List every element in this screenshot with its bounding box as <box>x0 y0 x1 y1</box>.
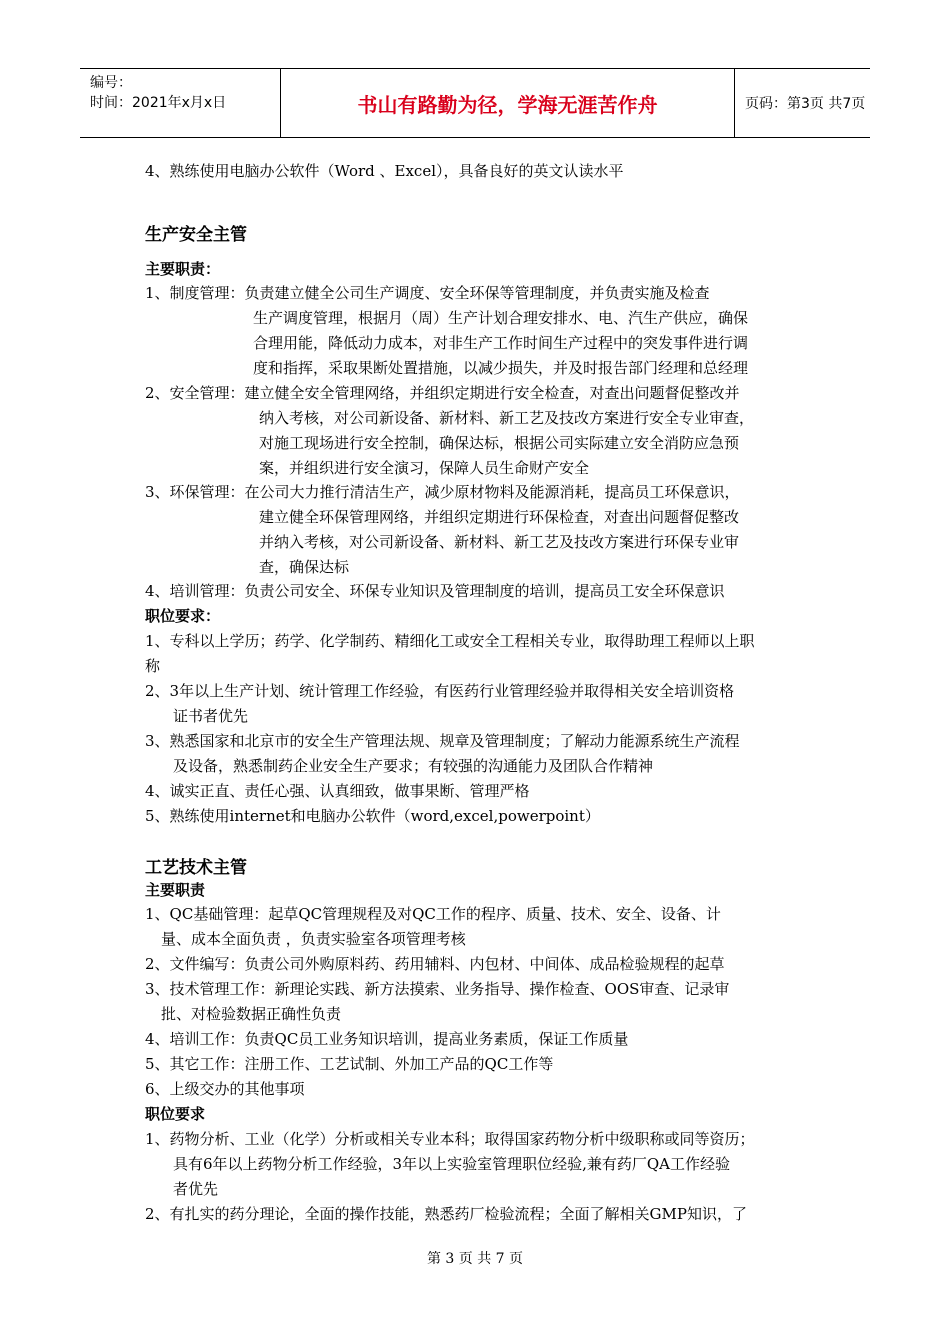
text-line: 及设备，熟悉制药企业安全生产要求；有较强的沟通能力及团队合作精神 <box>173 757 654 775</box>
text-line: 生产调度管理，根据月（周）生产计划合理安排水、电、汽生产供应，确保 <box>253 309 749 327</box>
text-line: 并纳入考核，对公司新设备、新材料、新工艺及技改方案进行环保专业审 <box>259 533 740 551</box>
text-line: 查，确保达标 <box>259 558 350 576</box>
text-line: 5、其它工作：注册工作、工艺试制、外加工产品的QC工作等 <box>145 1055 554 1073</box>
section-heading: 工艺技术主管 <box>145 858 247 878</box>
text-line: 2、文件编写：负责公司外购原料药、药用辅料、内包材、中间体、成品检验规程的起草 <box>145 955 725 973</box>
page-number-cell <box>735 69 880 137</box>
text-line: 1、专科以上学历；药学、化学制药、精细化工或安全工程相关专业，取得助理工程师以上职 <box>145 632 755 650</box>
text-line: 2、有扎实的药分理论，全面的操作技能，熟悉药厂检验流程；全面了解相关GMP知识，了 <box>145 1205 747 1223</box>
number-label: 编号： <box>90 75 132 91</box>
text-line: 者优先 <box>173 1180 219 1198</box>
text-line: 1、药物分析、工业（化学）分析或相关专业本科；取得国家药物分析中级职称或同等资历； <box>145 1130 755 1148</box>
text-line: 1、QC基础管理：起草QC管理规程及对QC工作的程序、质量、技术、安全、设备、计 <box>145 905 721 923</box>
subsection-heading: 职位要求： <box>145 607 221 625</box>
subsection-heading: 职位要求 <box>145 1105 206 1123</box>
text-line: 3、环保管理：在公司大力推行清洁生产，减少原材物料及能源消耗，提高员工环保意识， <box>145 483 740 501</box>
time-label: 时间：2021年x月x日 <box>90 95 227 111</box>
text-line: 证书者优先 <box>173 707 249 725</box>
text-line: 4、熟练使用电脑办公软件（Word 、Excel），具备良好的英文认读水平 <box>145 162 624 180</box>
text-line: 2、3年以上生产计划、统计管理工作经验，有医药行业管理经验并取得相关安全培训资格 <box>145 682 735 700</box>
text-line: 量、成本全面负责 ，负责实验室各项管理考核 <box>161 930 466 948</box>
text-line: 3、熟悉国家和北京市的安全生产管理法规、规章及管理制度；了解动力能源系统生产流程 <box>145 732 740 750</box>
subsection-heading: 主要职责： <box>145 260 221 278</box>
text-line: 度和指挥，采取果断处置措施，以减少损失，并及时报告部门经理和总经理 <box>253 359 749 377</box>
text-line: 案，并组织进行安全演习，保障人员生命财产安全 <box>259 459 590 477</box>
motto-cell <box>281 69 735 137</box>
text-line: 称 <box>145 657 161 675</box>
text-line: 4、诚实正直、责任心强、认真细致，做事果断、管理严格 <box>145 782 530 800</box>
motto-text: 书山有路勤为径，学海无涯苦作舟 <box>357 92 658 117</box>
header-meta-cell <box>80 69 281 137</box>
text-line: 纳入考核，对公司新设备、新材料、新工艺及技改方案进行安全专业审查， <box>259 409 755 427</box>
text-line: 对施工现场进行安全控制，确保达标，根据公司实际建立安全消防应急预 <box>259 434 740 452</box>
text-line: 4、培训工作：负责QC员工业务知识培训，提高业务素质，保证工作质量 <box>145 1030 629 1048</box>
text-line: 建立健全环保管理网络，并组织定期进行环保检查，对查出问题督促整改 <box>259 508 740 526</box>
section-heading: 生产安全主管 <box>145 225 247 245</box>
text-line: 1、制度管理：负责建立健全公司生产调度、安全环保等管理制度，并负责实施及检查 <box>145 284 710 302</box>
text-line: 具有6年以上药物分析工作经验，3年以上实验室管理职位经验,兼有药厂QA工作经验 <box>173 1155 730 1173</box>
text-line: 5、熟练使用internet和电脑办公软件（word,excel,powerpoint） <box>145 807 600 825</box>
subsection-heading: 主要职责 <box>145 881 206 899</box>
page-header-table <box>80 68 870 138</box>
text-line: 合理用能，降低动力成本，对非生产工作时间生产过程中的突发事件进行调 <box>253 334 749 352</box>
text-line: 批、对检验数据正确性负责 <box>161 1005 342 1023</box>
text-line: 4、培训管理：负责公司安全、环保专业知识及管理制度的培训，提高员工安全环保意识 <box>145 582 725 600</box>
page-footer: 第 3 页 共 7 页 <box>426 1251 524 1267</box>
text-line: 3、技术管理工作：新理论实践、新方法摸索、业务指导、操作检查、OOS审查、记录审 <box>145 980 730 998</box>
page-label: 页码：第3页 共7页 <box>745 96 866 112</box>
text-line: 6、上级交办的其他事项 <box>145 1080 305 1098</box>
text-line: 2、安全管理：建立健全安全管理网络，并组织定期进行安全检查，对查出问题督促整改并 <box>145 384 740 402</box>
